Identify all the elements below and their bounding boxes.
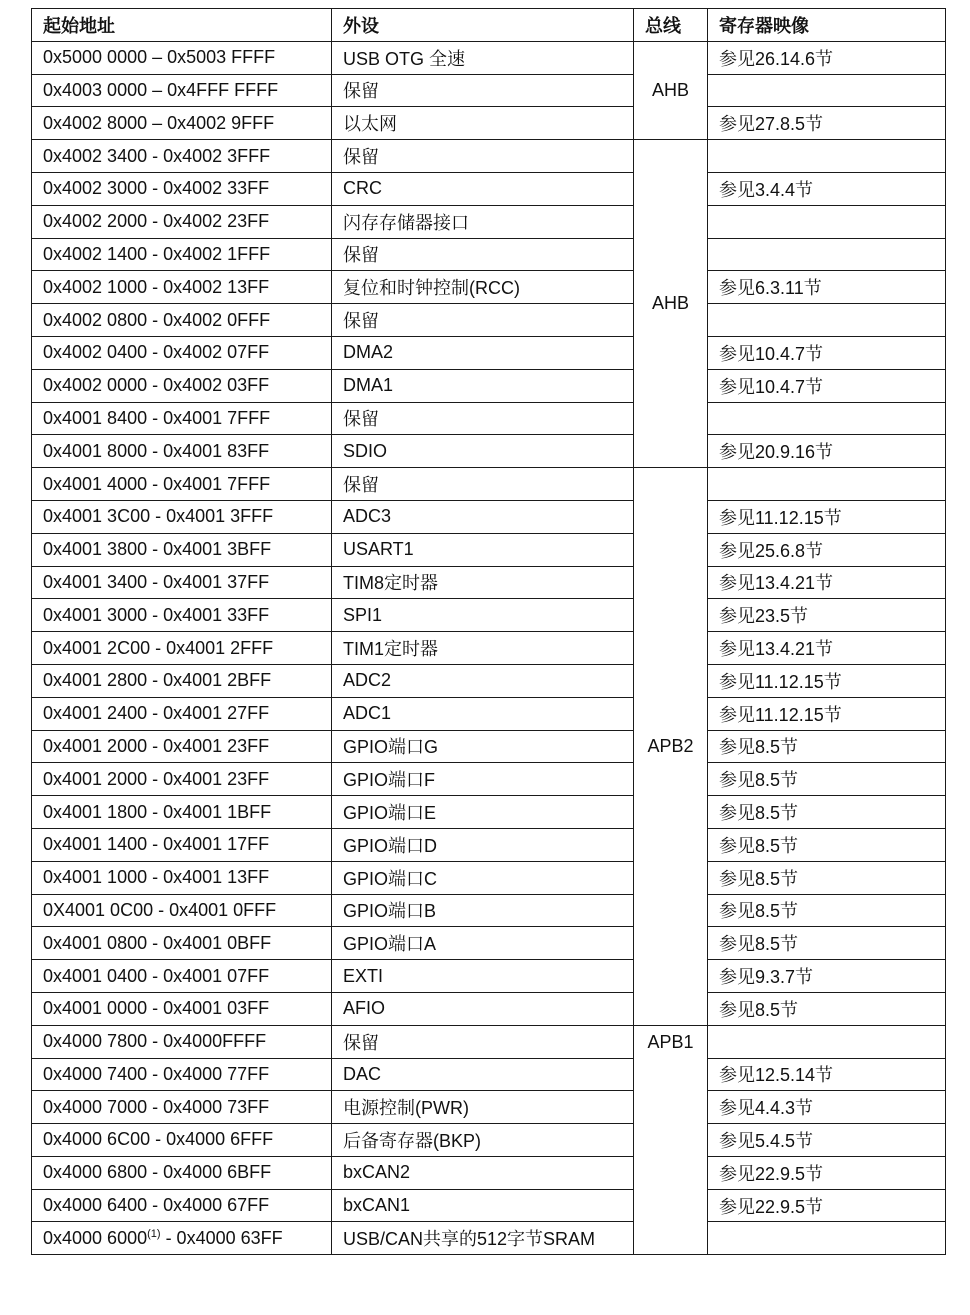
register-map-cell: 参见13.4.21节 xyxy=(708,632,946,665)
header-address: 起始地址 xyxy=(32,9,332,42)
table-row xyxy=(32,566,946,599)
table-row xyxy=(32,304,946,337)
address-cell: 0x4000 6C00 - 0x4000 6FFF xyxy=(32,1124,332,1157)
register-map-cell: 参见25.6.8节 xyxy=(708,533,946,566)
address-cell: 0x4000 6800 - 0x4000 6BFF xyxy=(32,1156,332,1189)
register-map-cell: 参见13.4.21节 xyxy=(708,566,946,599)
peripheral-cell: 电源控制(PWR) xyxy=(332,1091,634,1124)
peripheral-cell: 保留 xyxy=(332,304,634,337)
register-map-cell xyxy=(708,205,946,238)
address-cell: 0x4001 3000 - 0x4001 33FF xyxy=(32,599,332,632)
address-cell: 0x4001 1800 - 0x4001 1BFF xyxy=(32,796,332,829)
address-cell: 0x4002 1400 - 0x4002 1FFF xyxy=(32,238,332,271)
register-map-cell xyxy=(708,1222,946,1255)
table-row xyxy=(32,402,946,435)
peripheral-cell: 后备寄存器(BKP) xyxy=(332,1124,634,1157)
peripheral-cell: GPIO端口B xyxy=(332,894,634,927)
bus-cell: AHB xyxy=(634,140,708,468)
register-map-cell: 参见6.3.11节 xyxy=(708,271,946,304)
register-map-cell xyxy=(708,468,946,501)
address-end: - 0x4000 63FF xyxy=(160,1227,283,1248)
register-map-cell: 参见4.4.3节 xyxy=(708,1091,946,1124)
peripheral-cell: EXTI xyxy=(332,960,634,993)
address-cell: 0x4003 0000 – 0x4FFF FFFF xyxy=(32,74,332,107)
peripheral-cell: 保留 xyxy=(332,238,634,271)
address-cell xyxy=(32,1222,332,1255)
peripheral-cell: 保留 xyxy=(332,1025,634,1058)
register-map-cell: 参见22.9.5节 xyxy=(708,1189,946,1222)
bus-cell: AHB xyxy=(634,41,708,139)
register-map-cell: 参见11.12.15节 xyxy=(708,664,946,697)
register-map-cell: 参见10.4.7节 xyxy=(708,369,946,402)
register-map-cell: 参见27.8.5节 xyxy=(708,107,946,140)
peripheral-cell: ADC1 xyxy=(332,697,634,730)
address-cell: 0x4001 2000 - 0x4001 23FF xyxy=(32,730,332,763)
peripheral-cell: GPIO端口C xyxy=(332,861,634,894)
register-map-cell: 参见8.5节 xyxy=(708,992,946,1025)
table-row xyxy=(32,1124,946,1157)
register-map-cell: 参见26.14.6节 xyxy=(708,41,946,74)
peripheral-cell: DMA2 xyxy=(332,336,634,369)
peripheral-cell: 复位和时钟控制(RCC) xyxy=(332,271,634,304)
table-row xyxy=(32,664,946,697)
address-cell: 0x4001 3C00 - 0x4001 3FFF xyxy=(32,500,332,533)
address-cell: 0x4001 2C00 - 0x4001 2FFF xyxy=(32,632,332,665)
table-row xyxy=(32,205,946,238)
register-map-cell: 参见3.4.4节 xyxy=(708,172,946,205)
table-row xyxy=(32,500,946,533)
table-row xyxy=(32,1156,946,1189)
peripheral-cell: 保留 xyxy=(332,468,634,501)
table-row xyxy=(32,533,946,566)
peripheral-cell: GPIO端口D xyxy=(332,828,634,861)
table-row xyxy=(32,796,946,829)
table-row xyxy=(32,861,946,894)
table-row xyxy=(32,828,946,861)
peripheral-cell: SPI1 xyxy=(332,599,634,632)
address-cell: 0x4001 0000 - 0x4001 03FF xyxy=(32,992,332,1025)
register-map-cell xyxy=(708,402,946,435)
table-row xyxy=(32,697,946,730)
address-cell: 0x4001 1000 - 0x4001 13FF xyxy=(32,861,332,894)
address-cell: 0x4001 1400 - 0x4001 17FF xyxy=(32,828,332,861)
peripheral-cell: USART1 xyxy=(332,533,634,566)
table-row xyxy=(32,763,946,796)
address-cell: 0x4002 3000 - 0x4002 33FF xyxy=(32,172,332,205)
address-cell: 0x5000 0000 – 0x5003 FFFF xyxy=(32,41,332,74)
address-cell: 0x4002 0400 - 0x4002 07FF xyxy=(32,336,332,369)
register-map-cell xyxy=(708,74,946,107)
register-map-cell: 参见12.5.14节 xyxy=(708,1058,946,1091)
peripheral-cell: 以太网 xyxy=(332,107,634,140)
table-row xyxy=(32,1025,946,1058)
address-cell: 0x4000 7400 - 0x4000 77FF xyxy=(32,1058,332,1091)
table-row xyxy=(32,74,946,107)
peripheral-cell: bxCAN2 xyxy=(332,1156,634,1189)
register-map-cell xyxy=(708,1025,946,1058)
address-cell: 0x4002 1000 - 0x4002 13FF xyxy=(32,271,332,304)
table-row xyxy=(32,435,946,468)
register-map-cell: 参见22.9.5节 xyxy=(708,1156,946,1189)
register-map-cell: 参见23.5节 xyxy=(708,599,946,632)
address-cell: 0x4001 0400 - 0x4001 07FF xyxy=(32,960,332,993)
address-cell: 0x4001 4000 - 0x4001 7FFF xyxy=(32,468,332,501)
register-map-cell: 参见8.5节 xyxy=(708,927,946,960)
peripheral-cell: GPIO端口A xyxy=(332,927,634,960)
peripheral-cell: GPIO端口G xyxy=(332,730,634,763)
register-map-cell: 参见11.12.15节 xyxy=(708,500,946,533)
memory-map-table xyxy=(31,8,946,1255)
address-start: 0x4000 6000 xyxy=(43,1227,148,1248)
header-row xyxy=(32,9,946,42)
footnote-marker: (1) xyxy=(147,1227,161,1240)
register-map-cell xyxy=(708,140,946,173)
table-row xyxy=(32,238,946,271)
address-cell: 0x4001 0800 - 0x4001 0BFF xyxy=(32,927,332,960)
table-row xyxy=(32,599,946,632)
peripheral-cell: DMA1 xyxy=(332,369,634,402)
register-map-cell: 参见8.5节 xyxy=(708,796,946,829)
peripheral-cell: 保留 xyxy=(332,74,634,107)
peripheral-cell: TIM1定时器 xyxy=(332,632,634,665)
peripheral-cell: ADC2 xyxy=(332,664,634,697)
register-map-cell: 参见8.5节 xyxy=(708,894,946,927)
table-row xyxy=(32,140,946,173)
peripheral-cell: GPIO端口F xyxy=(332,763,634,796)
header-peripheral: 外设 xyxy=(332,9,634,42)
address-cell: 0x4000 7800 - 0x4000FFFF xyxy=(32,1025,332,1058)
header-register-map: 寄存器映像 xyxy=(708,9,946,42)
address-cell: 0x4000 7000 - 0x4000 73FF xyxy=(32,1091,332,1124)
register-map-cell: 参见11.12.15节 xyxy=(708,697,946,730)
table-row xyxy=(32,369,946,402)
peripheral-cell: TIM8定时器 xyxy=(332,566,634,599)
table-row xyxy=(32,468,946,501)
peripheral-cell: USB/CAN共享的512字节SRAM xyxy=(332,1222,634,1255)
table-row xyxy=(32,894,946,927)
register-map-cell: 参见8.5节 xyxy=(708,861,946,894)
peripheral-cell: AFIO xyxy=(332,992,634,1025)
register-map-cell xyxy=(708,304,946,337)
table-row xyxy=(32,927,946,960)
table-row xyxy=(32,992,946,1025)
table-row xyxy=(32,1189,946,1222)
table-row xyxy=(32,1058,946,1091)
register-map-cell: 参见8.5节 xyxy=(708,828,946,861)
register-map-cell: 参见8.5节 xyxy=(708,763,946,796)
register-map-cell xyxy=(708,238,946,271)
table-body xyxy=(32,41,946,1254)
bus-cell: APB1 xyxy=(634,1025,708,1255)
address-cell: 0x4002 0000 - 0x4002 03FF xyxy=(32,369,332,402)
address-cell: 0x4002 3400 - 0x4002 3FFF xyxy=(32,140,332,173)
address-cell: 0x4002 8000 – 0x4002 9FFF xyxy=(32,107,332,140)
table-row xyxy=(32,730,946,763)
address-cell: 0x4001 2800 - 0x4001 2BFF xyxy=(32,664,332,697)
address-cell: 0x4001 8000 - 0x4001 83FF xyxy=(32,435,332,468)
address-cell: 0x4000 6400 - 0x4000 67FF xyxy=(32,1189,332,1222)
peripheral-cell: ADC3 xyxy=(332,500,634,533)
header-bus: 总线 xyxy=(634,9,708,42)
bus-cell: APB2 xyxy=(634,468,708,1026)
register-map-cell: 参见20.9.16节 xyxy=(708,435,946,468)
table-row xyxy=(32,1222,946,1255)
address-cell: 0x4002 2000 - 0x4002 23FF xyxy=(32,205,332,238)
address-cell: 0x4001 2400 - 0x4001 27FF xyxy=(32,697,332,730)
peripheral-cell: 保留 xyxy=(332,140,634,173)
peripheral-cell: GPIO端口E xyxy=(332,796,634,829)
table-row xyxy=(32,107,946,140)
table-row xyxy=(32,336,946,369)
peripheral-cell: bxCAN1 xyxy=(332,1189,634,1222)
table-row xyxy=(32,271,946,304)
register-map-cell: 参见8.5节 xyxy=(708,730,946,763)
address-cell: 0x4002 0800 - 0x4002 0FFF xyxy=(32,304,332,337)
address-cell: 0X4001 0C00 - 0x4001 0FFF xyxy=(32,894,332,927)
table-row xyxy=(32,960,946,993)
peripheral-cell: 保留 xyxy=(332,402,634,435)
address-cell: 0x4001 2000 - 0x4001 23FF xyxy=(32,763,332,796)
peripheral-cell: 闪存存储器接口 xyxy=(332,205,634,238)
address-cell: 0x4001 3400 - 0x4001 37FF xyxy=(32,566,332,599)
peripheral-cell: DAC xyxy=(332,1058,634,1091)
peripheral-cell: CRC xyxy=(332,172,634,205)
address-cell: 0x4001 8400 - 0x4001 7FFF xyxy=(32,402,332,435)
peripheral-cell: SDIO xyxy=(332,435,634,468)
register-map-cell: 参见5.4.5节 xyxy=(708,1124,946,1157)
address-cell: 0x4001 3800 - 0x4001 3BFF xyxy=(32,533,332,566)
peripheral-cell: USB OTG 全速 xyxy=(332,41,634,74)
table-row xyxy=(32,632,946,665)
table-row xyxy=(32,1091,946,1124)
register-map-cell: 参见9.3.7节 xyxy=(708,960,946,993)
table-row xyxy=(32,41,946,74)
register-map-cell: 参见10.4.7节 xyxy=(708,336,946,369)
table-row xyxy=(32,172,946,205)
